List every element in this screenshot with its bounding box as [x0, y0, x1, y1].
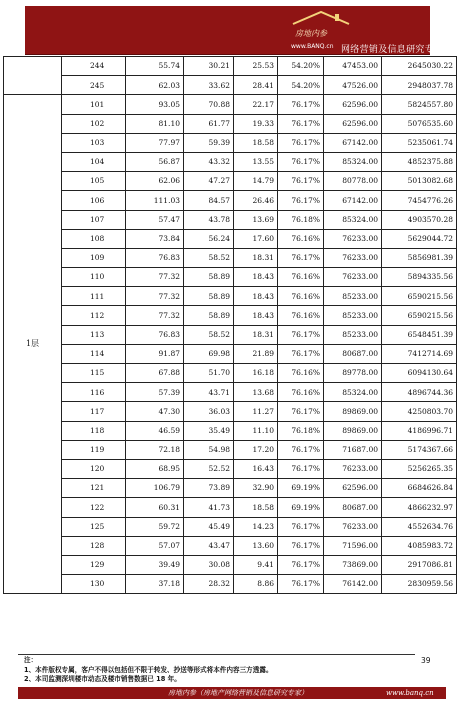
cell-unit: 122 [62, 498, 126, 517]
cell-total: 2917086.81 [382, 555, 457, 574]
cell-price: 76142.00 [324, 575, 382, 594]
cell-area: 77.97 [126, 133, 184, 152]
cell-rate: 76.17% [278, 536, 324, 555]
cell-inner: 41.73 [184, 498, 234, 517]
table-row [4, 57, 457, 76]
cell-rate: 76.17% [278, 575, 324, 594]
cell-shared: 14.23 [234, 517, 278, 536]
cell-area: 37.18 [126, 575, 184, 594]
cell-inner: 52.52 [184, 459, 234, 478]
table-row [4, 133, 457, 152]
cell-price: 85233.00 [324, 325, 382, 344]
table-row [4, 383, 457, 402]
cell-inner: 51.70 [184, 364, 234, 383]
cell-unit: 118 [62, 421, 126, 440]
cell-price: 62596.00 [324, 479, 382, 498]
cell-rate: 69.19% [278, 498, 324, 517]
cell-unit: 111 [62, 287, 126, 306]
sales-table [3, 56, 457, 594]
cell-shared: 17.20 [234, 440, 278, 459]
cell-shared: 26.46 [234, 191, 278, 210]
cell-area: 91.87 [126, 344, 184, 363]
header-site[interactable]: www.BANQ.cn [291, 43, 334, 50]
cell-inner: 54.98 [184, 440, 234, 459]
cell-total: 5174367.66 [382, 440, 457, 459]
cell-unit: 101 [62, 95, 126, 114]
cell-total: 2948037.78 [382, 76, 457, 95]
cell-shared: 18.58 [234, 133, 278, 152]
cell-inner: 73.89 [184, 479, 234, 498]
cell-total: 5256265.35 [382, 459, 457, 478]
cell-unit: 128 [62, 536, 126, 555]
cell-total: 4085983.72 [382, 536, 457, 555]
cell-rate: 76.16% [278, 364, 324, 383]
cell-unit: 244 [62, 57, 126, 76]
cell-rate: 54.20% [278, 57, 324, 76]
cell-shared: 13.68 [234, 383, 278, 402]
cell-unit: 112 [62, 306, 126, 325]
cell-unit: 110 [62, 268, 126, 287]
cell-price: 89869.00 [324, 421, 382, 440]
cell-unit: 107 [62, 210, 126, 229]
cell-area: 93.05 [126, 95, 184, 114]
cell-total: 5856981.39 [382, 248, 457, 267]
cell-shared: 17.60 [234, 229, 278, 248]
cell-rate: 76.17% [278, 133, 324, 152]
cell-total: 4852375.88 [382, 152, 457, 171]
cell-shared: 13.60 [234, 536, 278, 555]
header-banner [25, 6, 444, 55]
table-row [4, 440, 457, 459]
cell-area: 57.07 [126, 536, 184, 555]
cell-shared: 14.79 [234, 172, 278, 191]
table-row [4, 575, 457, 594]
cell-area: 46.59 [126, 421, 184, 440]
cell-total: 5629044.72 [382, 229, 457, 248]
cell-area: 56.87 [126, 152, 184, 171]
cell-inner: 36.03 [184, 402, 234, 421]
cell-price: 80687.00 [324, 344, 382, 363]
cell-inner: 70.88 [184, 95, 234, 114]
cell-shared: 11.27 [234, 402, 278, 421]
cell-area: 67.88 [126, 364, 184, 383]
cell-price: 76233.00 [324, 268, 382, 287]
cell-shared: 32.90 [234, 479, 278, 498]
cell-total: 7412714.69 [382, 344, 457, 363]
cell-total: 4903570.28 [382, 210, 457, 229]
cell-rate: 76.16% [278, 268, 324, 287]
cell-inner: 58.52 [184, 325, 234, 344]
cell-area: 62.06 [126, 172, 184, 191]
table-row [4, 517, 457, 536]
cell-unit: 245 [62, 76, 126, 95]
table-row [4, 459, 457, 478]
cell-unit: 130 [62, 575, 126, 594]
cell-rate: 54.20% [278, 76, 324, 95]
cell-inner: 56.24 [184, 229, 234, 248]
cell-shared: 8.86 [234, 575, 278, 594]
cell-rate: 76.17% [278, 248, 324, 267]
table-row [4, 172, 457, 191]
cell-price: 71596.00 [324, 536, 382, 555]
cell-total: 6590215.56 [382, 287, 457, 306]
cell-price: 89778.00 [324, 364, 382, 383]
cell-unit: 102 [62, 114, 126, 133]
cell-area: 111.03 [126, 191, 184, 210]
notes-label: 注： [24, 656, 38, 664]
cell-price: 76233.00 [324, 248, 382, 267]
cell-area: 59.72 [126, 517, 184, 536]
cell-unit: 120 [62, 459, 126, 478]
cell-total: 5894335.56 [382, 268, 457, 287]
cell-price: 67142.00 [324, 191, 382, 210]
cell-shared: 19.33 [234, 114, 278, 133]
table-row [4, 268, 457, 287]
cell-shared: 18.31 [234, 248, 278, 267]
table-row [4, 536, 457, 555]
cell-price: 62596.00 [324, 95, 382, 114]
cell-unit: 109 [62, 248, 126, 267]
cell-price: 73869.00 [324, 555, 382, 574]
table-row [4, 76, 457, 95]
cell-unit: 106 [62, 191, 126, 210]
cell-area: 77.32 [126, 306, 184, 325]
cell-price: 85324.00 [324, 210, 382, 229]
cell-unit: 108 [62, 229, 126, 248]
cell-rate: 76.17% [278, 95, 324, 114]
table-row [4, 479, 457, 498]
cell-shared: 16.18 [234, 364, 278, 383]
cell-inner: 43.71 [184, 383, 234, 402]
header-title: 网络营销及信息研究专家 [341, 45, 444, 55]
cell-inner: 35.49 [184, 421, 234, 440]
logo-text: 房地内参 [295, 29, 327, 38]
table-row [4, 555, 457, 574]
cell-inner: 58.89 [184, 287, 234, 306]
table-row [4, 191, 457, 210]
cell-rate: 76.16% [278, 229, 324, 248]
table-row [4, 325, 457, 344]
cell-rate: 69.19% [278, 479, 324, 498]
table-row [4, 229, 457, 248]
cell-area: 73.84 [126, 229, 184, 248]
cell-rate: 76.17% [278, 191, 324, 210]
cell-rate: 76.17% [278, 152, 324, 171]
cell-area: 62.03 [126, 76, 184, 95]
cell-inner: 33.62 [184, 76, 234, 95]
notes-line-2: 2、本司监测深圳楼市动态及楼市销售数据已 18 年。 [24, 675, 181, 683]
cell-area: 76.83 [126, 248, 184, 267]
house-logo-icon [291, 10, 351, 30]
cell-unit: 115 [62, 364, 126, 383]
cell-shared: 18.31 [234, 325, 278, 344]
cell-total: 6548451.39 [382, 325, 457, 344]
notes [24, 656, 273, 685]
cell-total: 7454776.26 [382, 191, 457, 210]
cell-unit: 125 [62, 517, 126, 536]
table-row [4, 248, 457, 267]
cell-total: 4552634.76 [382, 517, 457, 536]
table-row [4, 114, 457, 133]
cell-rate: 76.17% [278, 555, 324, 574]
table-row [4, 421, 457, 440]
cell-shared: 18.43 [234, 268, 278, 287]
cell-total: 4896744.36 [382, 383, 457, 402]
cell-price: 80687.00 [324, 498, 382, 517]
cell-total: 6094130.64 [382, 364, 457, 383]
cell-total: 5235061.74 [382, 133, 457, 152]
cell-rate: 76.18% [278, 421, 324, 440]
cell-unit: 103 [62, 133, 126, 152]
cell-shared: 13.69 [234, 210, 278, 229]
cell-shared: 18.43 [234, 306, 278, 325]
table-row [4, 152, 457, 171]
page-number: 39 [421, 656, 431, 665]
footer-bar [18, 687, 446, 699]
cell-price: 76233.00 [324, 229, 382, 248]
cell-shared: 22.17 [234, 95, 278, 114]
cell-shared: 18.43 [234, 287, 278, 306]
sales-table-container [3, 56, 456, 652]
cell-inner: 58.89 [184, 268, 234, 287]
cell-total: 6684626.84 [382, 479, 457, 498]
cell-rate: 76.16% [278, 306, 324, 325]
cell-price: 47453.00 [324, 57, 382, 76]
cell-inner: 43.47 [184, 536, 234, 555]
floor-cell-prev [4, 57, 62, 95]
cell-price: 76233.00 [324, 517, 382, 536]
table-body [4, 57, 457, 594]
cell-inner: 43.78 [184, 210, 234, 229]
cell-area: 77.32 [126, 268, 184, 287]
cell-total: 6590215.56 [382, 306, 457, 325]
table-row [4, 344, 457, 363]
table-row [4, 95, 457, 114]
notes-line-1: 1、本件版权专属，客户不得以包括但不限于转发、抄送等形式将本件内容三方透露。 [24, 665, 273, 674]
cell-rate: 76.17% [278, 402, 324, 421]
cell-area: 39.49 [126, 555, 184, 574]
cell-unit: 105 [62, 172, 126, 191]
cell-area: 55.74 [126, 57, 184, 76]
table-row [4, 210, 457, 229]
table-row [4, 306, 457, 325]
cell-inner: 61.77 [184, 114, 234, 133]
cell-price: 76233.00 [324, 459, 382, 478]
cell-area: 57.47 [126, 210, 184, 229]
cell-area: 106.79 [126, 479, 184, 498]
cell-unit: 116 [62, 383, 126, 402]
cell-inner: 59.39 [184, 133, 234, 152]
cell-total: 5013082.68 [382, 172, 457, 191]
cell-rate: 76.17% [278, 459, 324, 478]
cell-unit: 104 [62, 152, 126, 171]
table-row [4, 364, 457, 383]
cell-price: 85233.00 [324, 306, 382, 325]
cell-price: 85233.00 [324, 287, 382, 306]
cell-unit: 121 [62, 479, 126, 498]
cell-inner: 45.49 [184, 517, 234, 536]
cell-area: 68.95 [126, 459, 184, 478]
cell-shared: 16.43 [234, 459, 278, 478]
cell-shared: 18.58 [234, 498, 278, 517]
cell-total: 4866232.97 [382, 498, 457, 517]
cell-inner: 43.32 [184, 152, 234, 171]
cell-unit: 119 [62, 440, 126, 459]
cell-unit: 129 [62, 555, 126, 574]
cell-unit: 114 [62, 344, 126, 363]
cell-area: 47.30 [126, 402, 184, 421]
cell-total: 4250803.70 [382, 402, 457, 421]
cell-shared: 28.41 [234, 76, 278, 95]
cell-shared: 25.53 [234, 57, 278, 76]
cell-price: 67142.00 [324, 133, 382, 152]
cell-shared: 21.89 [234, 344, 278, 363]
cell-shared: 9.41 [234, 555, 278, 574]
cell-rate: 76.17% [278, 517, 324, 536]
footer-site[interactable]: www.banq.cn [386, 689, 434, 697]
cell-inner: 30.21 [184, 57, 234, 76]
cell-price: 80778.00 [324, 172, 382, 191]
floor-label: 1层 [4, 95, 62, 594]
cell-area: 72.18 [126, 440, 184, 459]
cell-unit: 113 [62, 325, 126, 344]
table-row [4, 498, 457, 517]
cell-rate: 76.18% [278, 210, 324, 229]
cell-area: 57.39 [126, 383, 184, 402]
table-row [4, 402, 457, 421]
table-row [4, 287, 457, 306]
cell-rate: 76.16% [278, 287, 324, 306]
footer-divider [18, 654, 415, 655]
cell-shared: 11.10 [234, 421, 278, 440]
cell-rate: 76.17% [278, 325, 324, 344]
cell-inner: 28.32 [184, 575, 234, 594]
cell-rate: 76.17% [278, 344, 324, 363]
cell-total: 4186996.71 [382, 421, 457, 440]
cell-unit: 117 [62, 402, 126, 421]
cell-area: 77.32 [126, 287, 184, 306]
cell-price: 62596.00 [324, 114, 382, 133]
cell-shared: 13.55 [234, 152, 278, 171]
cell-area: 76.83 [126, 325, 184, 344]
cell-rate: 76.17% [278, 114, 324, 133]
cell-area: 81.10 [126, 114, 184, 133]
cell-inner: 84.57 [184, 191, 234, 210]
cell-rate: 76.17% [278, 440, 324, 459]
cell-total: 2830959.56 [382, 575, 457, 594]
cell-total: 5076535.60 [382, 114, 457, 133]
cell-inner: 47.27 [184, 172, 234, 191]
cell-inner: 69.98 [184, 344, 234, 363]
cell-price: 71687.00 [324, 440, 382, 459]
cell-inner: 58.52 [184, 248, 234, 267]
cell-price: 89869.00 [324, 402, 382, 421]
cell-rate: 76.17% [278, 172, 324, 191]
cell-price: 85324.00 [324, 383, 382, 402]
cell-total: 5824557.80 [382, 95, 457, 114]
cell-price: 47526.00 [324, 76, 382, 95]
cell-inner: 58.89 [184, 306, 234, 325]
cell-price: 85324.00 [324, 152, 382, 171]
cell-inner: 30.08 [184, 555, 234, 574]
cell-area: 60.31 [126, 498, 184, 517]
cell-total: 2645030.22 [382, 57, 457, 76]
cell-rate: 76.16% [278, 383, 324, 402]
footer-org: 房地内参（房地产网络营销及信息研究专家） [168, 689, 308, 697]
